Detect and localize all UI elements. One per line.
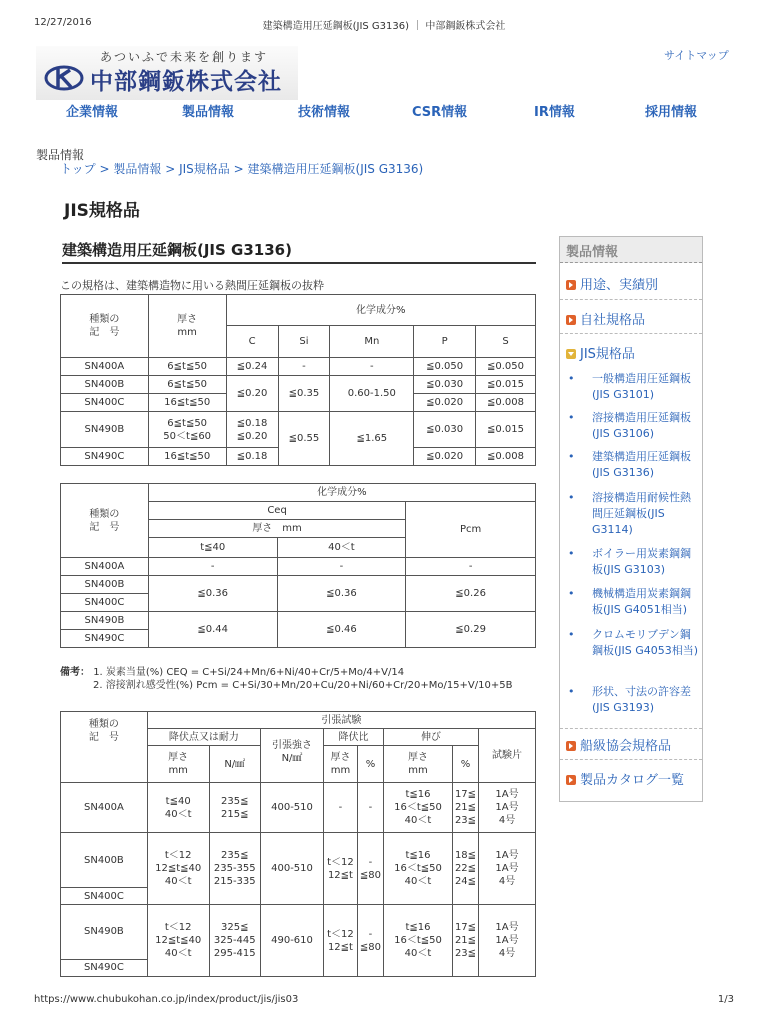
yield-thickness-cell: t＜12 12≦t≦40 40＜t	[147, 905, 209, 977]
sidebar-subitem[interactable]: • 一般構造用圧延鋼板(JIS G3101)	[568, 372, 691, 401]
header-chemical: 化学成分%	[226, 295, 535, 326]
elongation-thickness-cell: t≦16 16＜t≦50 40＜t	[384, 782, 453, 833]
section-label: 製品情報	[36, 148, 85, 162]
header-si: Si	[278, 326, 330, 358]
header-type: 種類の 記 号	[61, 295, 149, 358]
header-type: 種類の 記 号	[61, 484, 149, 558]
header-c: C	[226, 326, 278, 358]
nav-ir[interactable]: IR情報	[534, 105, 575, 120]
pcm-cell: ≦0.29	[406, 612, 536, 648]
header-specimen: 試験片	[479, 729, 536, 783]
table-row	[61, 833, 536, 888]
ceq-cell: ≦0.46	[277, 612, 406, 648]
sidebar-item-classification[interactable]: 船級協会規格品	[566, 735, 671, 754]
grade-cell: SN490C	[61, 448, 149, 466]
sidebar-subitem[interactable]: • クロムモリブデン鋼鋼板(JIS G4053相当)	[568, 628, 699, 657]
nav-products[interactable]: 製品情報	[182, 105, 235, 120]
si-cell: -	[278, 358, 330, 376]
c-cell: ≦0.24	[226, 358, 278, 376]
grade-cell: SN400B	[61, 376, 149, 394]
ceq-cell: ≦0.36	[148, 576, 277, 612]
grade-cell: SN490B	[61, 905, 148, 960]
header-tensile-strength: 引張強さ N/㎟	[261, 729, 324, 783]
header-ceq: Ceq	[148, 502, 405, 520]
elongation-cell: 17≦ 21≦ 23≦	[452, 782, 478, 833]
header-elongation: 伸び	[384, 729, 479, 746]
yield-ratio-cell: - ≦80	[357, 905, 383, 977]
header-percent: %	[452, 746, 478, 782]
header-chemical: 化学成分%	[148, 484, 535, 502]
nav-corporate[interactable]: 企業情報	[66, 105, 119, 120]
yield-ratio-thickness-cell: -	[324, 782, 358, 833]
pcm-cell: -	[406, 558, 536, 576]
arrow-right-icon	[566, 775, 576, 785]
s-cell: ≦0.008	[476, 394, 536, 412]
yield-value-cell: 235≦ 215≦	[209, 782, 260, 833]
carbon-equivalent-table	[60, 483, 536, 648]
logo-tagline: あついふで未来を創ります	[100, 50, 269, 64]
breadcrumb-separator: >	[99, 162, 110, 176]
nav-csr[interactable]: CSR情報	[412, 105, 468, 120]
arrow-right-icon	[566, 315, 576, 325]
p-cell: ≦0.020	[414, 448, 476, 466]
remarks	[60, 666, 512, 692]
si-cell: ≦0.55	[278, 412, 330, 466]
header-p: P	[414, 326, 476, 358]
header-type: 種類の 記 号	[61, 712, 148, 783]
p-cell: ≦0.020	[414, 394, 476, 412]
header-pcm: Pcm	[406, 502, 536, 558]
mn-cell: ≦1.65	[330, 412, 414, 466]
tensile-test-table	[60, 711, 536, 977]
ceq-cell: ≦0.36	[277, 576, 406, 612]
header-t-gt-40: 40＜t	[277, 538, 406, 558]
table-row	[61, 905, 536, 960]
sidebar-subitem[interactable]: • ボイラー用炭素鋼鋼板(JIS G3103)	[568, 547, 691, 576]
breadcrumb-current: 建築構造用圧延鋼板(JIS G3136)	[247, 162, 424, 176]
grade-cell: SN400C	[61, 887, 148, 904]
breadcrumb-products[interactable]: 製品情報	[113, 162, 162, 176]
company-logo[interactable]	[36, 46, 298, 100]
table-row	[61, 358, 536, 376]
c-cell: ≦0.20	[226, 376, 278, 412]
breadcrumb-top[interactable]: トップ	[60, 162, 96, 176]
arrow-right-icon	[566, 741, 576, 751]
grade-cell: SN490C	[61, 630, 149, 648]
pcm-cell: ≦0.26	[406, 576, 536, 612]
header-thickness: 厚さ mm	[147, 746, 209, 782]
grade-cell: SN490B	[61, 612, 149, 630]
chemical-composition-table	[60, 294, 536, 466]
print-url: https://www.chubukohan.co.jp/index/product/jis/jis03	[34, 994, 299, 1005]
print-date: 12/27/2016	[34, 17, 92, 28]
table-row	[61, 376, 536, 394]
yield-value-cell: 325≦ 325-445 295-415	[209, 905, 260, 977]
grade-cell: SN400A	[61, 358, 149, 376]
header-mn: Mn	[330, 326, 414, 358]
header-nmm: N/㎟	[209, 746, 260, 782]
intro-text: この規格は、建築構造物に用いる熱間圧延鋼板の抜粋	[60, 279, 324, 292]
header-yield-ratio: 降伏比	[324, 729, 384, 746]
sidebar-item-own-standard[interactable]: 自社規格品	[566, 309, 645, 328]
yield-ratio-thickness-cell: t＜12 12≦t	[324, 905, 358, 977]
yield-value-cell: 235≦ 235-355 215-335	[209, 833, 260, 905]
s-cell: ≦0.015	[476, 376, 536, 394]
sidebar-subitem[interactable]: • 建築構造用圧延鋼板(JIS G3136)	[568, 450, 691, 479]
breadcrumb-jis[interactable]: JIS規格品	[179, 162, 230, 176]
yield-ratio-thickness-cell: t＜12 12≦t	[324, 833, 358, 905]
grade-cell: SN490C	[61, 959, 148, 976]
header-s: S	[476, 326, 536, 358]
print-title: 建築構造用圧延鋼板(JIS G3136) ｜ 中部鋼鈑株式会社	[262, 21, 506, 32]
grade-cell: SN400C	[61, 394, 149, 412]
c-cell: ≦0.18	[226, 448, 278, 466]
p-cell: ≦0.050	[414, 358, 476, 376]
remarks-line: 1. 炭素当量(%) CEQ = C+Si/24+Mn/6+Ni/40+Cr/5+Mo/4+V/14	[93, 667, 405, 678]
elongation-cell: 18≦ 22≦ 24≦	[452, 833, 478, 905]
yield-thickness-cell: t＜12 12≦t≦40 40＜t	[147, 833, 209, 905]
header-thickness: 厚さ mm	[148, 295, 226, 358]
header-percent: %	[357, 746, 383, 782]
c-cell: ≦0.18 ≦0.20	[226, 412, 278, 448]
remarks-label: 備考：	[60, 667, 90, 678]
header-thickness: 厚さ mm	[384, 746, 453, 782]
arrow-down-icon	[566, 349, 576, 359]
si-cell: ≦0.35	[278, 376, 330, 412]
nav-technology[interactable]: 技術情報	[298, 105, 351, 120]
header-thickness: 厚さ mm	[324, 746, 358, 782]
elongation-thickness-cell: t≦16 16＜t≦50 40＜t	[384, 905, 453, 977]
breadcrumb-separator: >	[165, 162, 176, 176]
sidebar-item-applications[interactable]: 用途、実績別	[566, 274, 658, 293]
yield-ratio-cell: - ≦80	[357, 833, 383, 905]
specimen-cell: 1A号 1A号 4号	[479, 905, 536, 977]
ceq-cell: -	[277, 558, 406, 576]
sidebar	[559, 236, 703, 802]
mn-cell: -	[330, 358, 414, 376]
header-t-le-40: t≦40	[148, 538, 277, 558]
company-logo-icon	[44, 64, 84, 92]
table-row	[61, 782, 536, 833]
ceq-cell: ≦0.44	[148, 612, 277, 648]
yield-ratio-cell: -	[357, 782, 383, 833]
sitemap-link[interactable]: サイトマップ	[664, 49, 729, 62]
thickness-cell: 16≦t≦50	[148, 394, 226, 412]
table-row	[61, 576, 536, 594]
yield-thickness-cell: t≦40 40＜t	[147, 782, 209, 833]
specimen-cell: 1A号 1A号 4号	[479, 782, 536, 833]
header-yield: 降伏点又は耐力	[147, 729, 260, 746]
page-title: 建築構造用圧延鋼板(JIS G3136)	[62, 239, 536, 264]
sidebar-item-jis[interactable]: JIS規格品	[566, 343, 635, 362]
thickness-cell: 6≦t≦50	[148, 376, 226, 394]
elongation-cell: 17≦ 21≦ 23≦	[452, 905, 478, 977]
s-cell: ≦0.008	[476, 448, 536, 466]
elongation-thickness-cell: t≦16 16＜t≦50 40＜t	[384, 833, 453, 905]
table-row	[61, 412, 536, 448]
grade-cell: SN400A	[61, 558, 149, 576]
grade-cell: SN490B	[61, 412, 149, 448]
ceq-cell: -	[148, 558, 277, 576]
mn-cell: 0.60-1.50	[330, 376, 414, 412]
grade-cell: SN400B	[61, 576, 149, 594]
s-cell: ≦0.015	[476, 412, 536, 448]
nav-recruit[interactable]: 採用情報	[645, 105, 698, 120]
sidebar-subitem[interactable]: • 溶接構造用圧延鋼板(JIS G3106)	[568, 411, 691, 440]
grade-cell: SN400A	[61, 782, 148, 833]
header-thickness: 厚さ mm	[148, 520, 405, 538]
p-cell: ≦0.030	[414, 376, 476, 394]
thickness-cell: 6≦t≦50	[148, 358, 226, 376]
p-cell: ≦0.030	[414, 412, 476, 448]
table-row	[61, 558, 536, 576]
sidebar-subitem[interactable]: • 機械構造用炭素鋼鋼板(JIS G4051相当)	[568, 587, 691, 616]
grade-cell: SN400B	[61, 833, 148, 888]
table-row	[61, 612, 536, 630]
sidebar-subitem[interactable]: • 溶接構造用耐候性熱間圧延鋼板(JIS G3114)	[568, 491, 691, 536]
header-tensile: 引張試験	[147, 712, 535, 729]
thickness-cell: 6≦t≦50 50＜t≦60	[148, 412, 226, 448]
tensile-strength-cell: 400-510	[261, 833, 324, 905]
grade-cell: SN400C	[61, 594, 149, 612]
arrow-right-icon	[566, 280, 576, 290]
category-heading: JIS規格品	[64, 201, 140, 221]
tensile-strength-cell: 400-510	[261, 782, 324, 833]
breadcrumb	[60, 160, 423, 177]
sidebar-subitem[interactable]: • 形状、寸法の許容差(JIS G3193)	[568, 685, 691, 714]
tensile-strength-cell: 490-610	[261, 905, 324, 977]
print-page-number: 1/3	[717, 994, 734, 1005]
remarks-line: 2. 溶接割れ感受性(%) Pcm = C+Si/30+Mn/20+Cu/20+Ni/60+Cr/20+Mo/15+V/10+5B	[93, 680, 513, 691]
sidebar-title: 製品情報	[560, 237, 702, 263]
breadcrumb-separator: >	[233, 162, 244, 176]
s-cell: ≦0.050	[476, 358, 536, 376]
global-nav	[36, 98, 732, 122]
company-name: 中部鋼鈑株式会社	[90, 69, 282, 95]
specimen-cell: 1A号 1A号 4号	[479, 833, 536, 905]
sidebar-item-catalog[interactable]: 製品カタログ一覧	[566, 769, 684, 788]
thickness-cell: 16≦t≦50	[148, 448, 226, 466]
